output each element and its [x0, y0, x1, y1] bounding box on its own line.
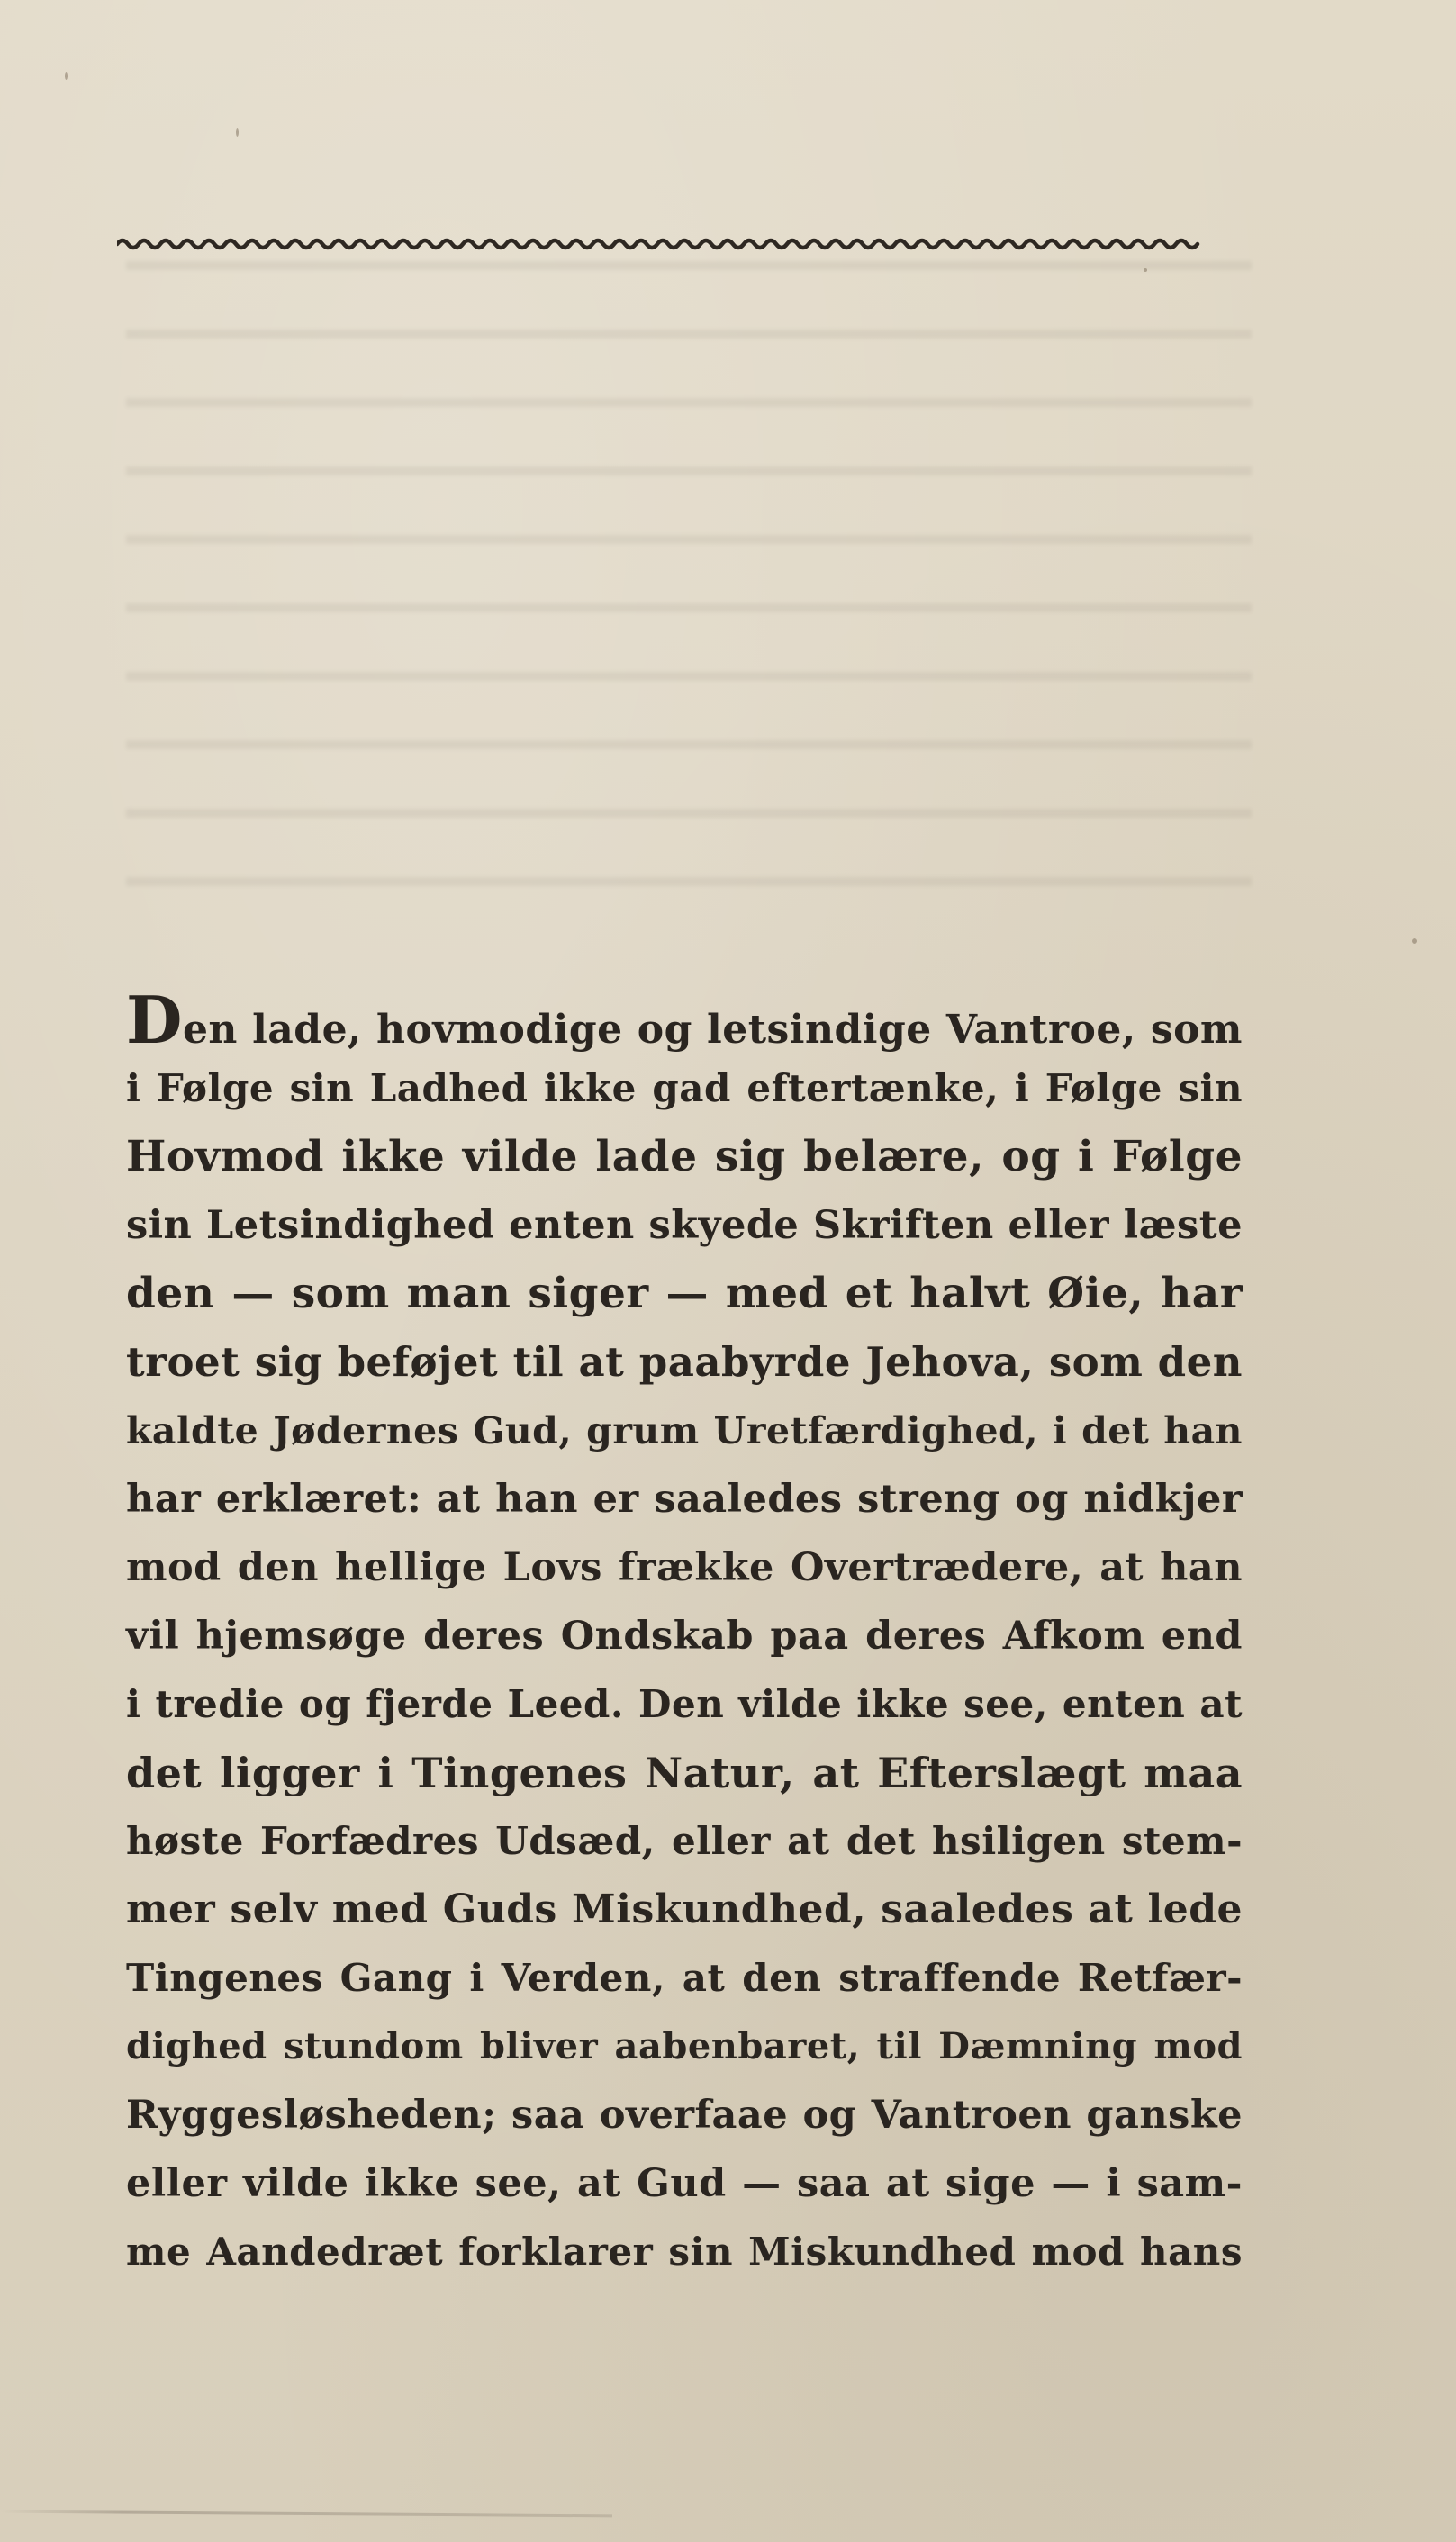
paper-speck [1412, 938, 1417, 944]
bleed-through-text [126, 261, 1252, 909]
text-line: den — som man siger — med et halvt Øie, har [126, 1269, 1243, 1318]
text-line: vil hjemsøge deres Ondskab paa deres Afkom end [126, 1614, 1243, 1659]
text-line: sin Letsindighed enten skyede Skriften eller læste [126, 1203, 1243, 1248]
text-line: Den lade, hovmodige og letsindige Vantroe, som [126, 982, 1243, 1058]
text-line: i tredie og fjerde Leed. Den vilde ikke see, enten at [126, 1682, 1243, 1726]
paper-speck [236, 128, 239, 137]
text-line: Hovmod ikke vilde lade sig belære, og i Følge [126, 1132, 1243, 1181]
text-line: høste Forfædres Udsæd, eller at det hsiligen stem- [126, 1819, 1243, 1863]
paper-speck [1144, 268, 1147, 272]
text-line: mer selv med Guds Miskundhed, saaledes at lede [126, 1886, 1243, 1932]
text-line: det ligger i Tingenes Natur, at Efterslægt maa [126, 1749, 1243, 1797]
text-line: me Aandedræt forklarer sin Miskundhed mod hans [126, 2230, 1243, 2274]
text-line: har erklæret: at han er saaledes streng og nidkjer [126, 1477, 1243, 1522]
body-text [126, 982, 1243, 2286]
text-line: Tingenes Gang i Verden, at den straffende Retfær- [126, 1956, 1243, 2000]
text-line: eller vilde ikke see, at Gud — saa at sige — i sam- [126, 2161, 1243, 2206]
text-line: i Følge sin Ladhed ikke gad eftertænke, i Følge sin [126, 1066, 1243, 1110]
text-line: Ryggesløsheden; saa overfaae og Vantroen ganske [126, 2093, 1243, 2138]
paper-speck [65, 72, 68, 80]
text-line: mod den hellige Lovs frække Overtrædere, at han [126, 1545, 1243, 1590]
text-line: dighed stundom bliver aabenbaret, til Dæmning mod [126, 2025, 1243, 2067]
page-crease [0, 2510, 612, 2518]
ornamental-rule [117, 232, 1202, 256]
text-line: kaldte Jødernes Gud, grum Uretfærdighed, i det han [126, 1409, 1243, 1452]
text-line: troet sig beføjet til at paabyrde Jehova, som den [126, 1338, 1243, 1386]
